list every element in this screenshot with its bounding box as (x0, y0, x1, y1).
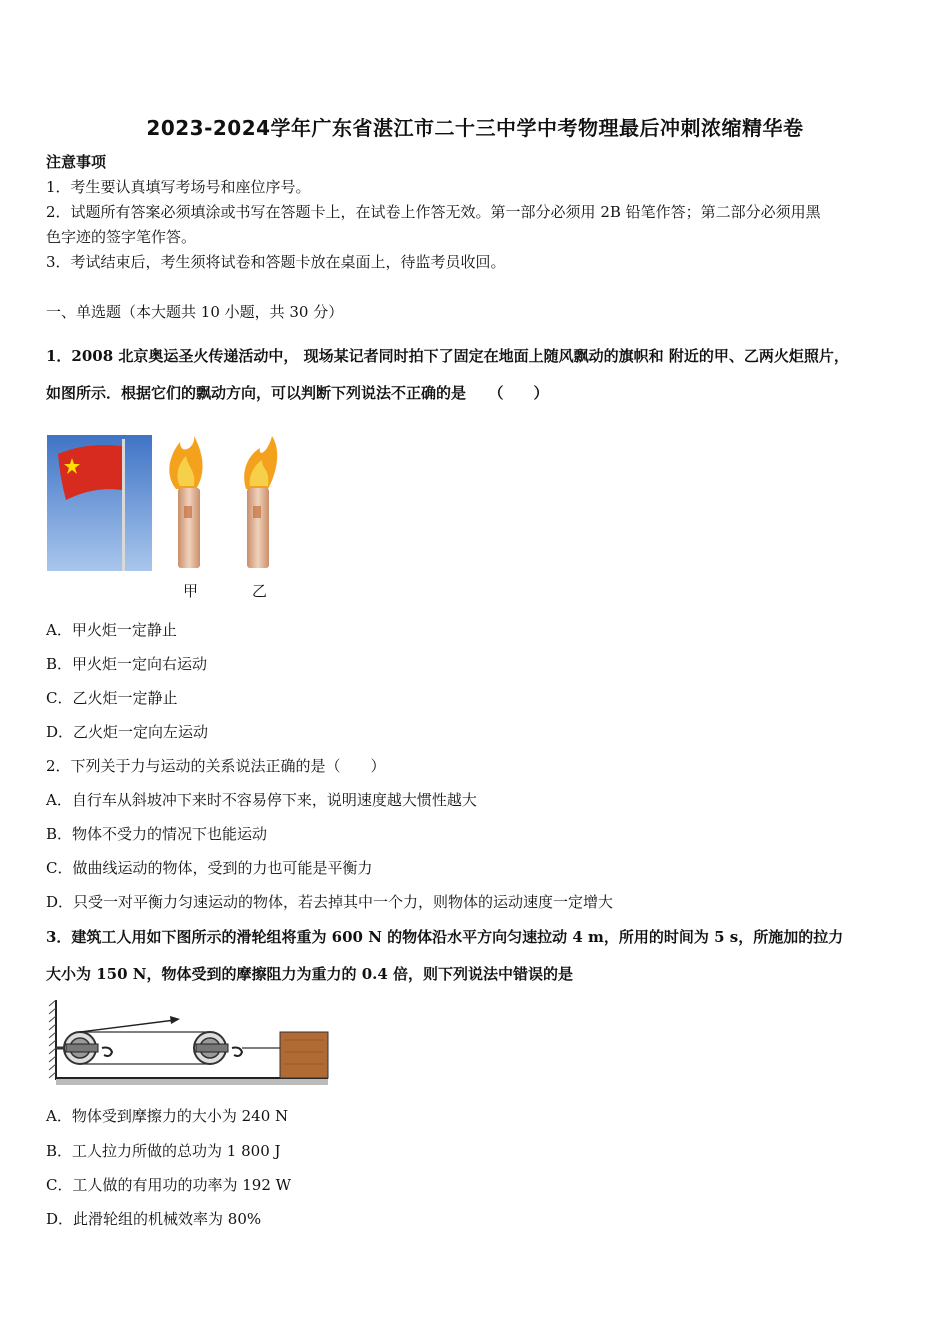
ropes (80, 1020, 280, 1064)
pulley-system-figure (46, 1000, 336, 1090)
question-3-option-c: C．工人做的有用功的功率为 192 W (46, 1176, 292, 1194)
label-yi: 乙 (252, 582, 268, 600)
question-2-option-b: B．物体不受力的情况下也能运动 (46, 825, 268, 843)
pull-arrow (80, 1016, 180, 1032)
notice-item: 色字迹的签字笔作答。 (46, 228, 197, 246)
label-jia: 甲 (183, 582, 199, 600)
question-3-option-a: A．物体受到摩擦力的大小为 240 N (46, 1107, 289, 1125)
section-heading: 一、单选题（本大题共 10 小题，共 30 分） (46, 303, 344, 321)
notice-item: 2．试题所有答案必须填涂或书写在答题卡上，在试卷上作答无效。第一部分必须用 2B 铅笔作答；第二部分必须用黑 (46, 203, 821, 221)
question-1-option-d: D．乙火炬一定向左运动 (46, 723, 209, 741)
question-1-option-a: A．甲火炬一定静止 (46, 621, 177, 639)
question-1-stem: 如图所示．根据它们的飘动方向，可以判断下列说法不正确的是 （ ） (46, 384, 549, 402)
question-2-option-a: A．自行车从斜坡冲下来时不容易停下来，说明速度越大惯性越大 (46, 791, 477, 809)
notice-heading: 注意事项 (46, 153, 107, 171)
question-3-option-b: B．工人拉力所做的总功为 1 800 J (46, 1142, 281, 1160)
block (280, 1032, 328, 1078)
question-2-option-c: C．做曲线运动的物体，受到的力也可能是平衡力 (46, 859, 373, 877)
movable-pulley (194, 1032, 242, 1064)
fixed-pulley (56, 1032, 112, 1064)
flag-photo (47, 435, 152, 571)
wall (49, 1000, 56, 1080)
question-2-stem: 2．下列关于力与运动的关系说法正确的是（ ） (46, 757, 386, 775)
notice-item: 3．考试结束后，考生须将试卷和答题卡放在桌面上，待监考员收回。 (46, 253, 506, 271)
flag-and-torches-figure (46, 434, 296, 604)
question-2-option-d: D．只受一对平衡力匀速运动的物体，若去掉其中一个力，则物体的运动速度一定增大 (46, 893, 614, 911)
question-3-stem: 3．建筑工人用如下图所示的滑轮组将重为 600 N 的物体沿水平方向匀速拉动 4 m，所用的时间为 5 s，所施加的拉力 (46, 928, 844, 946)
ground (56, 1078, 328, 1085)
question-3-stem: 大小为 150 N，物体受到的摩擦阻力为重力的 0.4 倍，则下列说法中错误的是 (46, 965, 574, 983)
torch-yi (244, 436, 277, 568)
notice-item: 1．考生要认真填写考场号和座位序号。 (46, 178, 311, 196)
torch-jia (169, 436, 202, 568)
question-1-stem: 1．2008 北京奥运圣火传递活动中， 现场某记者同时拍下了固定在地面上随风飘动的旗帜和 附近的甲、乙两火炬照片， (46, 347, 849, 365)
page-title: 2023-2024学年广东省湛江市二十三中学中考物理最后冲刺浓缩精华卷 (146, 116, 804, 140)
question-1-option-c: C．乙火炬一定静止 (46, 689, 178, 707)
question-3-option-d: D．此滑轮组的机械效率为 80% (46, 1210, 262, 1228)
question-1-option-b: B．甲火炬一定向右运动 (46, 655, 208, 673)
